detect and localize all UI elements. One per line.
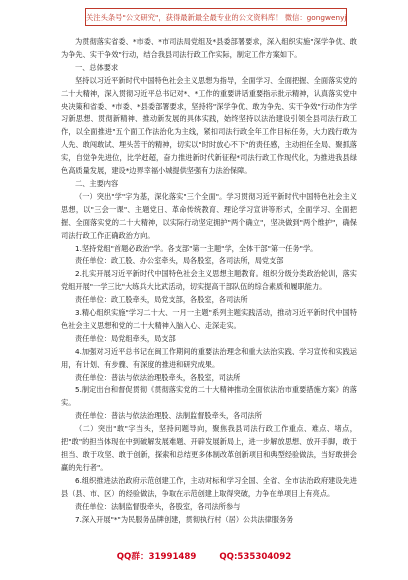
section-heading: 二、主要内容	[75, 178, 119, 188]
section-heading: 一、总体要求	[75, 62, 119, 72]
paragraph: 1.坚持党组"首题必政治"学。各支部"第一主题"学，全体干部"第一任务"学。	[75, 243, 318, 253]
footer-qq: QQ:535304092	[219, 552, 292, 562]
paragraph: 责任单位：法制监督股牵头，各股室，各司法所参与	[75, 501, 241, 511]
paragraph: 6.组织推进法治政府示范创建工作，主动对标和学习全国、全省、全市法治政府建设先进县（县、市、区）的经验做法，争取在示范创建上取得突破，力争在单项目上有亮点。	[61, 475, 357, 498]
paragraph: 7.深入开展"*"为民服务品牌创建，贯彻执行村（居）公共法律服务务	[75, 514, 294, 524]
paragraph: 为贯彻落实省委、*市委、*市司法局党组及*县委部署要求，深入组织实施"深学争优、敢为争先、实干争效"行动，结合我县司法行政工作实际，制定工作方案如下。	[61, 37, 357, 59]
footer-contact	[0, 551, 408, 563]
paragraph: 坚持以习近平新时代中国特色社会主义思想为指导，全面学习、全面把握、全面落实党的二十大精神，深入贯彻习近平总书记对*、*工作的重要讲话重要指示批示精神，认真落实党中央决策和省委、*市委、*县委部署要求，坚持将"深学争优、敢为争先、实干争效"行动作为学习新思想、贯彻新精神、推动新发展的具体实践，始终坚持以法治建设引领全县司法行政工作，以全面推进"五个面工作法治化为主线，紧扣司法行政全年工作目标任务，大力践行敢为人先、敢闯敢试、埋头苦干的精神，切实以"时时放心不下"的责任感，主动担任全局、聚抓落实，自觉争先进位，比学赶超，奋力推进新时代新征程*司法行政工作现代化，为推进我县绿色高质量发展，建设*边界幸福小城提供坚强有力法治保障。	[61, 75, 357, 176]
paragraph: 责任单位：政工股、办公室牵头，局各股室，各司法所，局党支部	[75, 256, 284, 266]
document-body	[61, 36, 357, 526]
paragraph: （二）突出"敢"字当头，坚持问题导向，聚焦我县司法行政工作重点、难点、堵点，把"敢"的担当体现在中到破解发展难题、开辟发展新局上，进一步解放思想、放开手脚，敢于担当、敢于攻坚、敢于创新，探索和总结更多体制改革创新项目和典型经验做法，当好敢拼会赢的先行者"。	[61, 424, 357, 472]
paragraph: （一）突出"学"字为基，深化落实"三个全面"。学习贯彻习近平新时代中国特色社会主义思想，以"三会一课"、主题党日、革命传统教育、理论学习宣讲等形式，全面学习、全面把握、全面落实党的二十大精神，以实际行动坚定拥护"两个确立"，坚决做到"两个维护"，确保司法行政工作正确政治方向。	[61, 191, 357, 240]
paragraph: 3.精心组织实施"学习二十大、一月一主题"系列主题实践活动，推动习近平新时代中国特色社会主义思想和党的二十大精神入脑入心、走深走实。	[61, 308, 357, 330]
paragraph: 2.扎实开展习近平新时代中国特色社会主义思想主题教育。组织分级分类政治轮训，落实党组开展"一学三比"大练兵大比武活动，切实提高干部队伍的综合素质和履职能力。	[61, 269, 357, 292]
footer-qq-group: QQ群：31991489	[116, 552, 197, 562]
paragraph: 5.制定出台和督促贯彻《贯彻落实党的二十大精神推动全面依法治市重要措施方案》的落实。	[61, 385, 357, 408]
header-banner: 关注头条号"公文研究"，获得最新最全最专业的公文资料库！ 微信：gongwenyj	[85, 8, 347, 26]
paragraph: 责任单位：政工股牵头，局党支部，各股室，各司法所	[75, 295, 248, 305]
paragraph: 4.加强对习近平总书记在闽工作期间的重要法治理念和重大法治实践、学习宣传和实践运用，有计划、有步骤、有深度的推进和研究成果。	[61, 346, 357, 369]
paragraph: 责任单位：局党组牵头，局支部	[75, 333, 176, 343]
paragraph: 责任单位：普法与依法治理股牵头，各股室，司法所	[75, 372, 241, 382]
paragraph: 责任单位：普法与依法治理股、法制监督股牵头，各司法所	[75, 411, 262, 421]
